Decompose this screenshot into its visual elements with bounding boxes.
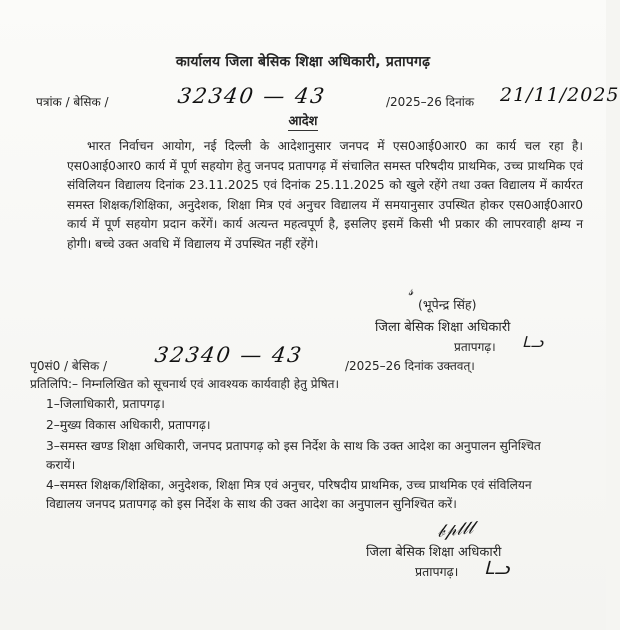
handwritten-date: 21/11/2025 [500,84,620,106]
endorsement-ref-label: पृ0सं0 / बेसिक / [30,359,108,373]
order-title [0,111,606,129]
signatory-place: प्रतापगढ़। [454,340,496,354]
order-body-text: भारत निर्वाचन आयोग, नई दिल्ली के आदेशानुसार जनपद में एस0आई0आर0 का कार्य चल रहा है। एस0आई0आर0 कार्य में पूर्ण सहयोग हेतु जनपद प्रतापगढ़ में संचालित समस्त परिषदीय प्राथमिक, उच्च प्राथमिक एवं संविलियन विद्यालय दिनांक 23.11.2025 एवं दिनांक 25.11.2025 को खुले रहेंगे तथा उक्त विद्यालय में कार्यरत समस्त शिक्षक/शिक्षिका, अनुदेशक, शिक्षा मित्र एवं अनुचर विद्यालय में समयानुसार उपस्थित होकर एस0आई0आर0 कार्य में पूर्ण सहयोग प्रदान करेंगें। कार्य अत्यन्त महत्वपूर्ण है, इसलिए इसमें किसी भी प्रकार की लापरवाही क्षम्य न होगी। बच्चे उक्त अवधि में विद्यालय में उपस्थित नहीं रहेंगे। [67,139,583,251]
signatory-name: (भूपेन्द्र सिंह) [418,297,477,312]
ref-label: पत्रांक / बेसिक / [36,95,109,109]
copy-to-item: 3–समस्त खण्ड शिक्षा अधिकारी, जनपद प्रतापगढ़ को इस निर्देश के साथ कि उक्त आदेश का अनुपालन सुनिश्चित करायें। [46,439,541,472]
endorsement-year-label: /2025–26 दिनांक उक्तवत्। [345,359,475,373]
signature-scribble-2: 𝒷𝓅𝓁𝓁𝓁 [436,518,475,542]
copy-to-label: प्रतिलिपि:– निम्नलिखित को सूचनार्थ एवं आवश्यक कार्यवाही हेतु प्रेषित। [30,377,340,391]
signatory-place-2: प्रतापगढ़। [415,564,459,579]
handwritten-letter-number: 32340 — 43 [176,84,328,108]
order-body [67,137,583,255]
order-title-text: आदेश [288,114,318,129]
signature-scribble-1: 𝓈 [406,282,415,300]
copy-to-item: 2–मुख्य विकास अधिकारी, प्रतापगढ़। [46,418,211,432]
signatory-title: जिला बेसिक शिक्षा अधिकारी [375,320,511,335]
copy-to-item: 1–जिलाधिकारी, प्रतापगढ़। [46,397,165,411]
office-heading: कार्यालय जिला बेसिक शिक्षा अधिकारी, प्रतापगढ़ [175,54,431,70]
ref-year-label: /2025–26 दिनांक [386,95,475,109]
handwritten-endorsement-number: 32340 — 43 [153,343,305,367]
copy-to-item: 4–समस्त शिक्षक/शिक्षिका, अनुदेशक, शिक्षा मित्र एवं अनुचर, परिषदीय प्राथमिक, उच्च प्राथमिक एवं संविलियन विद्यालय जनपद प्रतापगढ़ को इस निर्देश के साथ की उक्त आदेश का अनुपालन सुनिश्चित करें। [46,478,532,511]
initials-mark-1: ᒪᓗ [522,333,544,351]
initials-mark-2: ᒪᓗ [484,558,510,579]
signatory-title-2: जिला बेसिक शिक्षा अधिकारी [366,545,502,560]
